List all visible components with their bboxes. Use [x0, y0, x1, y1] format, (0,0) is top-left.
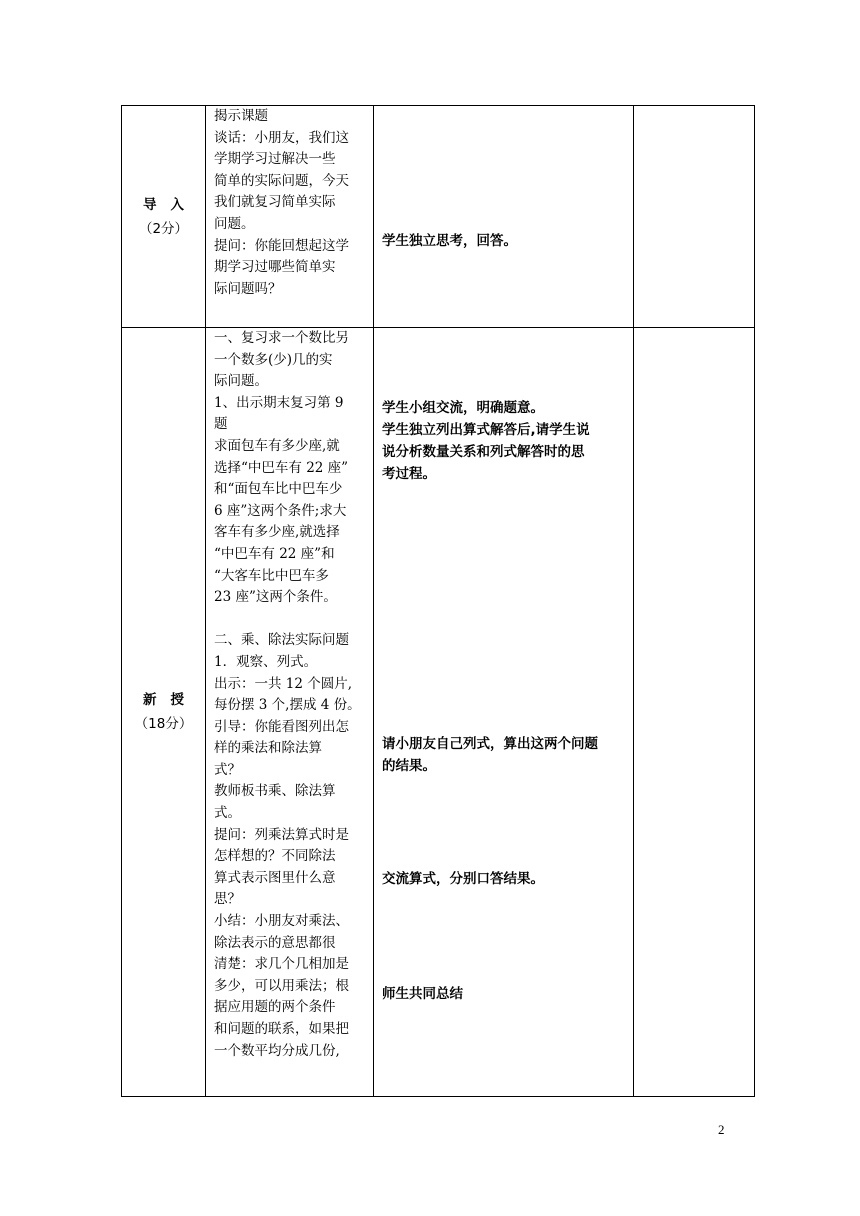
teacher-line: 提问：你能回想起这学 [214, 237, 349, 254]
teacher-line: 求面包车有多少座,就 [214, 437, 340, 454]
teacher-line: 际问题。 [214, 373, 268, 390]
teacher-activity-cell-new-lesson [206, 328, 374, 1097]
teacher-line: 和问题的联系，如果把 [214, 1021, 349, 1037]
teacher-line: 样的乘法和除法算 [214, 740, 322, 757]
teacher-line: 清楚：求几个几相加是 [214, 956, 349, 973]
teacher-line: 二、乘、除法实际问题 [214, 632, 349, 649]
teacher-line: 客车有多少座,就选择 [214, 524, 340, 541]
stage-time: （18分） [134, 716, 193, 732]
notes-cell-new-lesson [634, 328, 755, 1097]
teacher-line: 引导：你能看图列出怎 [214, 718, 349, 735]
stage-cell-new-lesson [122, 328, 206, 1097]
student-note: 师生共同总结 [382, 986, 463, 1002]
page-number: 2 [718, 1122, 725, 1137]
student-note: 的结果。 [382, 758, 436, 774]
student-note: 学生独立列出算式解答后,请学生说 [382, 422, 590, 438]
teacher-line: 除法表示的意思都很 [214, 934, 336, 951]
teacher-line: 问题。 [214, 215, 255, 232]
teacher-line: 每份摆 3 个,摆成 4 份。 [214, 697, 361, 714]
teacher-line: 一个数多(少)几的实 [214, 351, 333, 368]
table-row-new-lesson [122, 328, 755, 1097]
teacher-line: “大客车比中巴车多 [214, 567, 329, 584]
teacher-line: 选择“中巴车有 22 座” [214, 459, 349, 476]
teacher-line: 多少，可以用乘法；根 [214, 977, 349, 994]
teacher-line: 简单的实际问题，今天 [214, 172, 349, 189]
student-note: 学生小组交流，明确题意。 [382, 400, 544, 416]
stage-cell-intro [122, 106, 206, 328]
teacher-line: 提问：列乘法算式时是 [214, 826, 349, 843]
teacher-line: 思？ [214, 891, 241, 908]
teacher-line: 小结：小朋友对乘法、 [214, 913, 349, 930]
student-note: 请小朋友自己列式，算出这两个问题 [382, 736, 598, 752]
student-activity-cell-intro [374, 106, 634, 328]
teacher-line: 和“面包车比中巴车少 [214, 481, 343, 498]
stage-time: （2分） [138, 220, 189, 237]
teacher-line: 式。 [214, 805, 241, 822]
teacher-line: 怎样想的？不同除法 [214, 848, 336, 865]
teacher-line: 题 [214, 416, 228, 433]
notes-cell-intro [634, 106, 755, 328]
teacher-line: 出示：一共 12 个圆片, [214, 675, 353, 692]
teacher-line: 揭示课题 [214, 108, 268, 124]
teacher-line: 式？ [214, 761, 241, 778]
student-note: 学生独立思考，回答。 [382, 233, 517, 249]
teacher-line: 算式表示图里什么意 [214, 869, 336, 886]
teacher-line: 1、出示期末复习第 9 [214, 394, 344, 411]
teacher-line: 一、复习求一个数比另 [214, 330, 349, 346]
student-note: 考过程。 [382, 466, 436, 482]
blank-line [214, 609, 367, 631]
student-note: 交流算式，分别口答结果。 [382, 871, 544, 887]
teacher-line: 据应用题的两个条件 [214, 999, 336, 1016]
teacher-line: 际问题吗？ [214, 280, 282, 297]
teacher-line: 23 座”这两个条件。 [214, 589, 337, 606]
teacher-line: 6 座”这两个条件;求大 [214, 502, 347, 519]
student-note: 说分析数量关系和列式解答时的思 [382, 444, 585, 460]
teacher-line: “中巴车有 22 座”和 [214, 545, 335, 562]
stage-name: 导入 [143, 196, 198, 213]
lesson-plan-table [121, 105, 755, 1097]
teacher-line: 期学习过哪些简单实 [214, 259, 336, 276]
teacher-line: 谈话：小朋友，我们这 [214, 129, 349, 146]
stage-name: 新授 [143, 692, 198, 708]
table-row-intro [122, 106, 755, 328]
teacher-line: 教师板书乘、除法算 [214, 783, 336, 800]
teacher-line: 1．观察、列式。 [214, 653, 318, 670]
teacher-activity-cell-intro [206, 106, 374, 328]
teacher-line: 我们就复习简单实际 [214, 194, 336, 211]
student-activity-cell-new-lesson [374, 328, 634, 1097]
teacher-line: 学期学习过解决一些 [214, 151, 336, 168]
teacher-line: 一个数平均分成几份, [214, 1042, 340, 1059]
